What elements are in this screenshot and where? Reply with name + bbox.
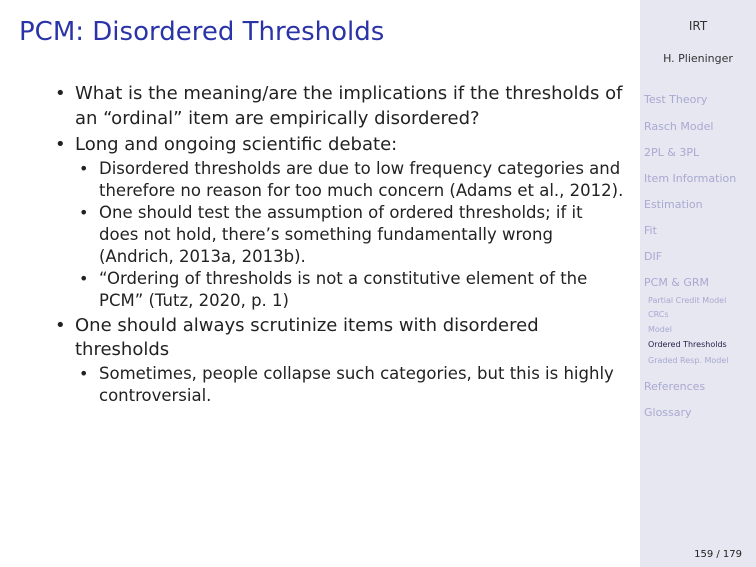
bullet-text: One should always scrutinize items with disordered thresholds <box>75 314 539 360</box>
sub-bullet-text: One should test the assumption of ordered thresholds; if it does not hold, there’s something fundamentally wrong (Andrich, 2013a, 2013b). <box>99 202 583 266</box>
nav-sub-graded-resp-model[interactable]: Graded Resp. Model <box>648 356 729 365</box>
nav-sub-crcs[interactable]: CRCs <box>648 310 669 319</box>
nav-references[interactable]: References <box>644 380 706 393</box>
nav-fit[interactable]: Fit <box>644 224 657 237</box>
bullet-text: What is the meaning/are the implications if the thresholds of an “ordinal” item are empirically disordered? <box>75 83 623 129</box>
sidebar-title: IRT <box>688 19 708 33</box>
nav-sub-ordered-thresholds[interactable]: Ordered Thresholds <box>648 340 727 349</box>
nav-sub-model[interactable]: Model <box>648 325 673 334</box>
sub-bullet <box>79 202 625 268</box>
bullet-marker: • <box>55 134 66 155</box>
bullet-1 <box>55 82 625 131</box>
nav-pcm-grm[interactable]: PCM & GRM <box>644 276 710 289</box>
bullet-2 <box>55 133 625 158</box>
nav-test-theory[interactable]: Test Theory <box>644 93 708 106</box>
sub-bullet <box>79 363 625 407</box>
bullet-text: Long and ongoing scientific debate: <box>75 134 398 155</box>
bullet-marker: • <box>79 268 89 288</box>
nav-dif[interactable]: DIF <box>644 250 663 263</box>
bullet-marker: • <box>79 158 89 178</box>
sidebar <box>640 0 756 567</box>
nav-sub-partial-credit-model[interactable]: Partial Credit Model <box>648 296 727 305</box>
sub-bullet-text: Sometimes, people collapse such categories, but this is highly controversial. <box>99 363 614 405</box>
nav-glossary[interactable]: Glossary <box>644 406 692 419</box>
bullet-marker: • <box>79 363 89 383</box>
bullet-marker: • <box>55 314 66 336</box>
sub-bullet <box>79 158 625 202</box>
page-number: 159 / 179 <box>694 549 742 560</box>
sub-bullet-text: “Ordering of thresholds is not a constitutive element of the PCM” (Tutz, 2020, p. 1) <box>99 268 588 310</box>
nav-2pl-3pl[interactable]: 2PL & 3PL <box>644 146 700 159</box>
nav-rasch-model[interactable]: Rasch Model <box>644 120 714 133</box>
sidebar-author: H. Plieninger <box>663 52 733 65</box>
slide-title: PCM: Disordered Thresholds <box>19 17 385 47</box>
sub-bullet <box>79 268 625 312</box>
nav-item-information[interactable]: Item Information <box>644 172 737 185</box>
bullet-3 <box>55 314 625 363</box>
bullet-marker: • <box>79 202 89 222</box>
nav-estimation[interactable]: Estimation <box>644 198 703 211</box>
sub-bullet-text: Disordered thresholds are due to low frequency categories and therefore no reason for too much concern (Adams et al., 2012). <box>99 158 624 200</box>
bullet-marker: • <box>55 83 66 104</box>
slide-content <box>55 82 625 407</box>
